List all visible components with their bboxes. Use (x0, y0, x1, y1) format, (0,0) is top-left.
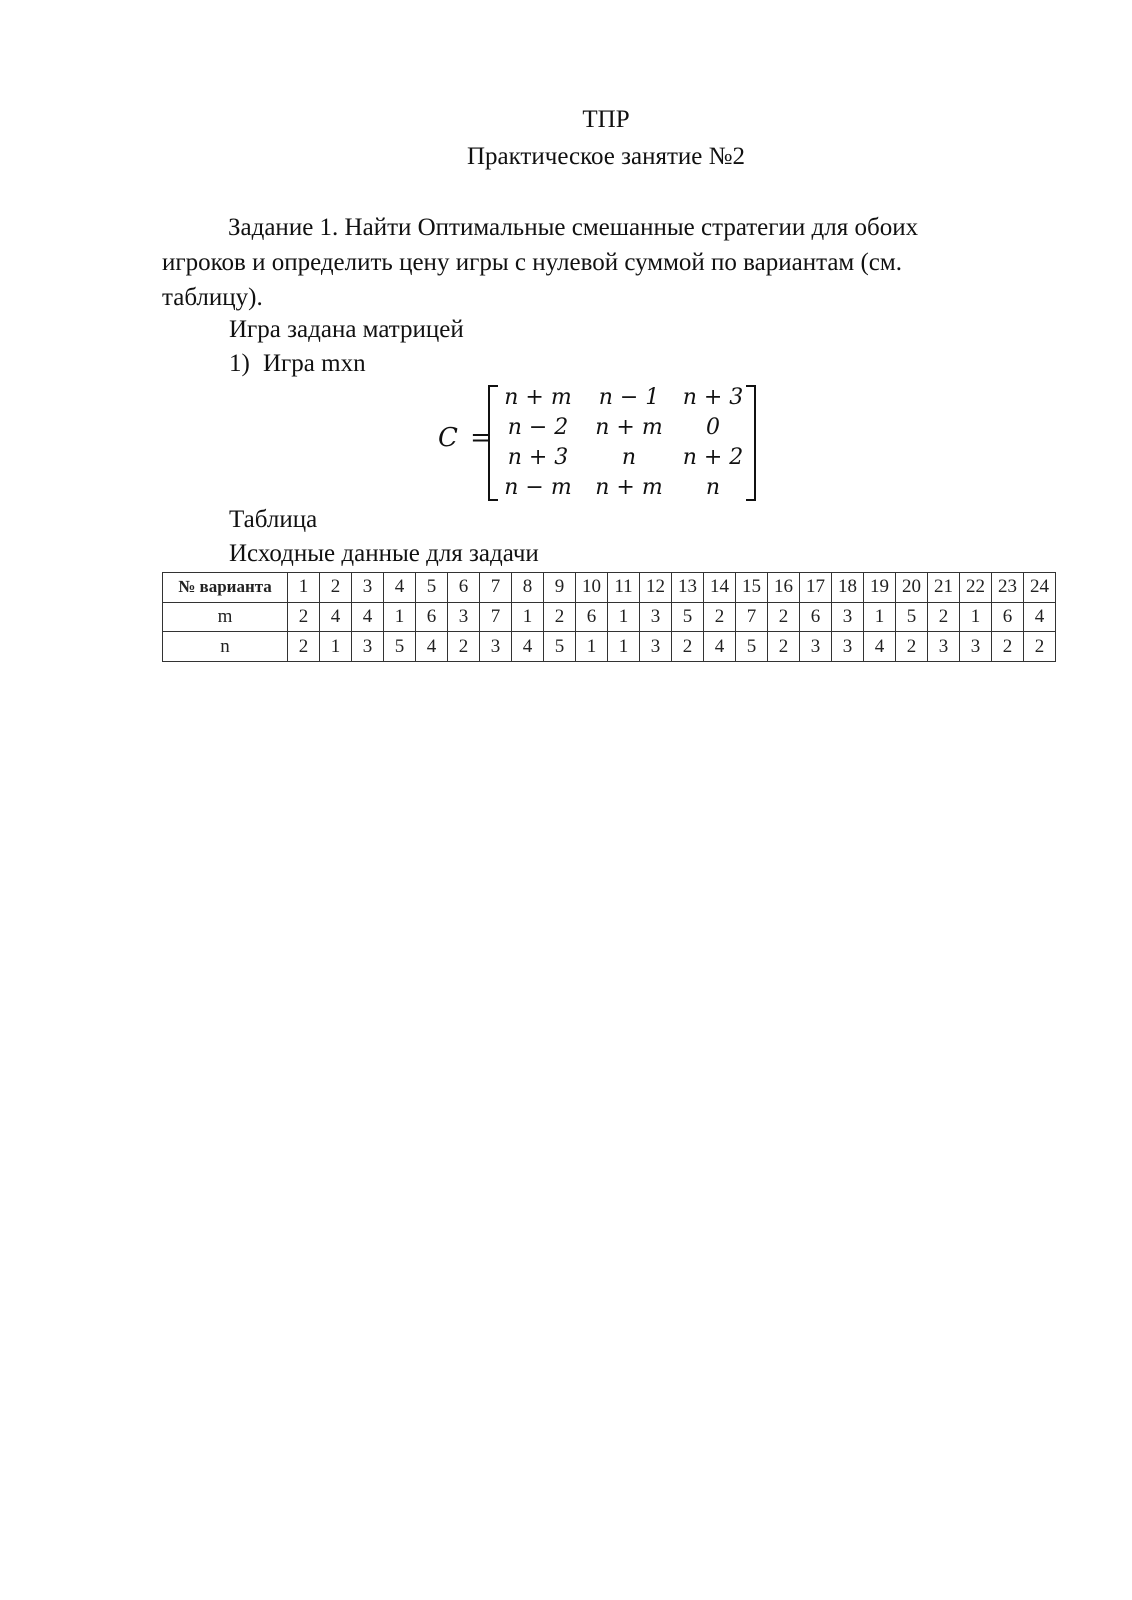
table-cell: 4 (704, 632, 736, 662)
table-cell: 6 (416, 602, 448, 632)
table-cell: 1 (864, 602, 896, 632)
table-cell: 3 (448, 602, 480, 632)
list-item-game (229, 350, 366, 378)
table-cell: 3 (832, 602, 864, 632)
table-cell: 1 (288, 573, 320, 603)
table-cell: 4 (384, 573, 416, 603)
table-row-m (163, 602, 1056, 632)
table-cell: 1 (960, 602, 992, 632)
table-cell: 5 (416, 573, 448, 603)
matrix-cell: n + 3 (682, 385, 744, 410)
table-cell: 5 (544, 632, 576, 662)
table-cell: 2 (768, 632, 800, 662)
table-row-header: m (163, 602, 288, 632)
variants-table (162, 572, 1056, 662)
payoff-matrix (438, 383, 768, 501)
table-cell: 21 (928, 573, 960, 603)
table-cell: 2 (768, 602, 800, 632)
table-caption: Таблица (229, 506, 318, 533)
table-cell: 1 (576, 632, 608, 662)
table-cell: 2 (992, 632, 1024, 662)
table-cell: 7 (736, 602, 768, 632)
table-cell: 6 (576, 602, 608, 632)
table-cell: 14 (704, 573, 736, 603)
table-cell: 16 (768, 573, 800, 603)
table-cell: 24 (1024, 573, 1056, 603)
table-cell: 18 (832, 573, 864, 603)
matrix-right-bracket (746, 385, 756, 501)
table-cell: 1 (608, 602, 640, 632)
table-cell: 2 (1024, 632, 1056, 662)
table-cell: 4 (864, 632, 896, 662)
game-intro: Игра задана матрицей (229, 316, 464, 343)
table-cell: 1 (608, 632, 640, 662)
table-cell: 3 (352, 573, 384, 603)
task-paragraph (162, 210, 962, 315)
table-cell: 2 (896, 632, 928, 662)
table-cell: 2 (704, 602, 736, 632)
matrix-label (438, 423, 492, 453)
matrix-equals: = (470, 423, 492, 453)
matrix-cell: n − 1 (598, 385, 660, 410)
table-cell: 2 (320, 573, 352, 603)
table-cell: 2 (288, 602, 320, 632)
table-cell: 3 (640, 602, 672, 632)
matrix-grid (496, 383, 748, 503)
table-cell: 22 (960, 573, 992, 603)
item-text: Игра mxn (263, 350, 366, 377)
matrix-cell: n − m (504, 475, 572, 500)
matrix-cell: n − 2 (507, 415, 569, 440)
table-cell: 10 (576, 573, 608, 603)
table-cell: 6 (448, 573, 480, 603)
matrix-cell: n (621, 445, 637, 470)
task-text: Задание 1. Найти Оптимальные смешанные стратегии для обоих игроков и определить цену игры с нулевой суммой по вариантам (см. таблицу). (162, 214, 919, 311)
matrix-cell: n + 3 (507, 445, 569, 470)
table-subcaption: Исходные данные для задачи (229, 540, 539, 567)
table-cell: 2 (672, 632, 704, 662)
matrix-cell: n (705, 475, 721, 500)
table-cell: 6 (992, 602, 1024, 632)
table-cell: 11 (608, 573, 640, 603)
table-cell: 3 (928, 632, 960, 662)
table-cell: 13 (672, 573, 704, 603)
session-title: Практическое занятие №2 (466, 143, 746, 170)
matrix-symbol: C (438, 423, 458, 453)
table-cell: 2 (288, 632, 320, 662)
table-cell: 1 (320, 632, 352, 662)
table-cell: 2 (928, 602, 960, 632)
table-cell: 15 (736, 573, 768, 603)
matrix-cell: n + m (504, 385, 572, 410)
matrix-cell: n + m (595, 415, 663, 440)
table-cell: 2 (448, 632, 480, 662)
table-cell: 23 (992, 573, 1024, 603)
table-cell: 9 (544, 573, 576, 603)
table-cell: 3 (800, 632, 832, 662)
table-cell: 3 (480, 632, 512, 662)
table-cell: 4 (320, 602, 352, 632)
item-number: 1) (229, 350, 250, 377)
table-cell: 4 (416, 632, 448, 662)
table-cell: 5 (384, 632, 416, 662)
table-cell: 4 (512, 632, 544, 662)
table-cell: 19 (864, 573, 896, 603)
table-cell: 1 (384, 602, 416, 632)
subject-title: ТПР (582, 106, 630, 133)
table-row-header: № варианта (163, 573, 288, 603)
table-cell: 7 (480, 602, 512, 632)
table-cell: 3 (960, 632, 992, 662)
table-cell: 3 (352, 632, 384, 662)
table-cell: 12 (640, 573, 672, 603)
matrix-cell: 0 (706, 415, 720, 440)
table-cell: 8 (512, 573, 544, 603)
table-cell: 17 (800, 573, 832, 603)
table-cell: 20 (896, 573, 928, 603)
table-cell: 5 (672, 602, 704, 632)
table-cell: 3 (640, 632, 672, 662)
table-row-header: n (163, 632, 288, 662)
table-cell: 5 (896, 602, 928, 632)
table-cell: 4 (352, 602, 384, 632)
table-cell: 2 (544, 602, 576, 632)
table-row-n (163, 632, 1056, 662)
table-cell: 6 (800, 602, 832, 632)
matrix-cell: n + m (595, 475, 663, 500)
table-header-row (163, 573, 1056, 603)
matrix-cell: n + 2 (682, 445, 744, 470)
table-cell: 7 (480, 573, 512, 603)
table-cell: 5 (736, 632, 768, 662)
table-cell: 3 (832, 632, 864, 662)
table-cell: 1 (512, 602, 544, 632)
table-cell: 4 (1024, 602, 1056, 632)
